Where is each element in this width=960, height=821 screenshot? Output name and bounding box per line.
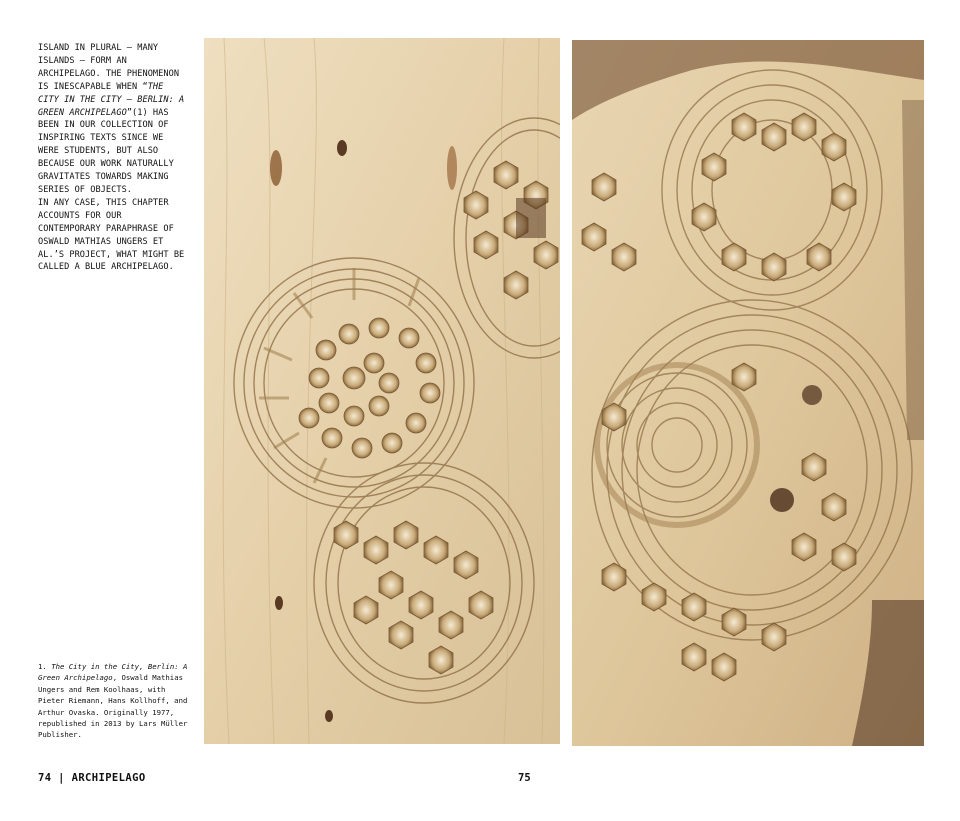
footnote-number: 1. — [38, 662, 47, 671]
carved-wood-photo-left — [204, 38, 560, 744]
footnote — [38, 661, 188, 741]
carved-wood-illustration-left — [204, 38, 560, 744]
footnote-title: The City in the City, Berlin: A Green Archipelago — [38, 662, 188, 683]
paragraph-1 — [38, 42, 188, 197]
carved-wood-illustration-right — [572, 40, 924, 746]
page-number-left: 74 | ARCHIPELAGO — [38, 772, 146, 784]
footnote-text: , Oswald Mathias Ungers and Rem Koolhaas, with Pieter Riemann, Hans Kollhoff, and Arthur Ovaska. Originally 1977, republished in 2013 by Lars Müller Publisher. — [38, 673, 188, 740]
book-title: THE CITY IN THE CITY – BERLIN: A GREEN ARCHIPELAGO — [38, 81, 185, 118]
paragraph-2: IN ANY CASE, THIS CHAPTER ACCOUNTS FOR OUR CONTEMPORARY PARAPHRASE OF OSWALD MATHIAS UNGERS ET AL.’S PROJECT, WHAT MIGHT BE CALLED A BLUE ARCHIPELAGO. — [38, 197, 185, 273]
paragraph-1-end: ”(1) HAS BEEN IN OUR COLLECTION OF INSPIRING TEXTS SINCE WE WERE STUDENTS, BUT ALSO BECAUSE OUR WORK NATURALLY GRAVITATES TOWARDS MAKING SERIES OF OBJECTS. — [38, 107, 174, 195]
carved-wood-photo-right — [572, 40, 924, 746]
paragraph-1-start: ISLAND IN PLURAL – MANY ISLANDS – FORM AN ARCHIPELAGO. THE PHENOMENON IS INESCAPABLE WHEN “ — [38, 43, 180, 92]
body-text — [38, 42, 188, 274]
page-number-right: 75 — [518, 772, 531, 784]
